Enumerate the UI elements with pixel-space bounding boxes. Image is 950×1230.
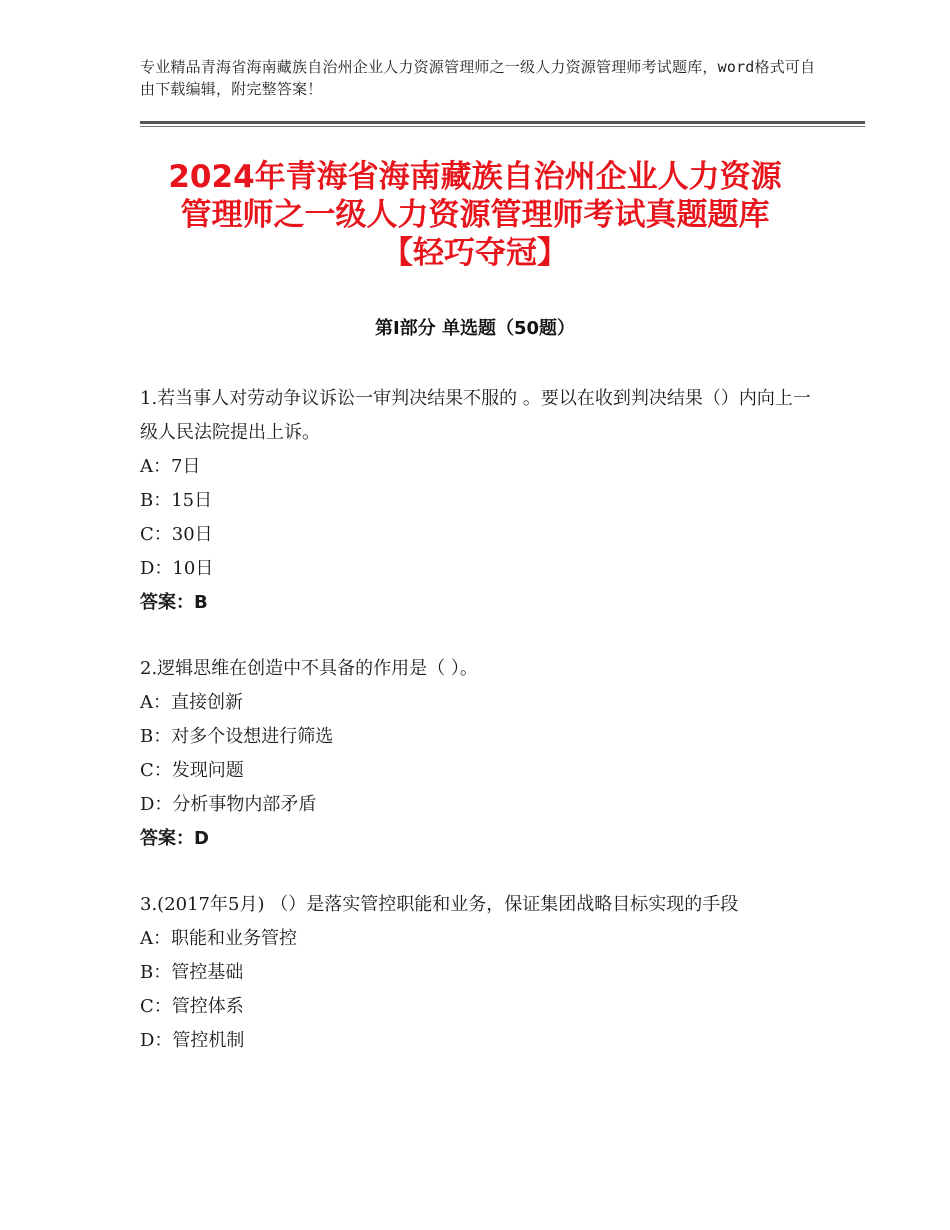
answer: 答案：D (140, 828, 209, 849)
option-c: C：30日 (140, 524, 213, 545)
header-rule-thick (140, 121, 865, 124)
option-d: D：分析事物内部矛盾 (140, 794, 317, 815)
title-line-2: 管理师之一级人力资源管理师考试真题题库 (180, 197, 770, 233)
question-stem: 2.逻辑思维在创造中不具备的作用是（ ）。 (140, 658, 478, 679)
option-a: A：7日 (140, 456, 201, 477)
option-a: A：直接创新 (140, 692, 243, 713)
question-stem: 1.若当事人对劳动争议诉讼一审判决结果不服的 。要以在收到判决结果（）内向上一级人民法院提出上诉。 (140, 388, 811, 443)
document-title (140, 158, 810, 272)
option-b: B：管控基础 (140, 962, 244, 983)
option-c: C：发现问题 (140, 760, 244, 781)
title-line-1: 2024年青海省海南藏族自治州企业人力资源 (168, 159, 782, 195)
section-title: 第Ⅰ部分 单选题（50题） (374, 318, 575, 339)
question-2 (140, 652, 820, 856)
question-3 (140, 888, 820, 1058)
answer: 答案：B (140, 592, 208, 613)
option-b: B：对多个设想进行筛选 (140, 726, 334, 747)
question-list (140, 382, 820, 1090)
option-a: A：职能和业务管控 (140, 928, 297, 949)
header-note: 专业精品青海省海南藏族自治州企业人力资源管理师之一级人力资源管理师考试题库，word格式可自由下载编辑，附完整答案！ (140, 58, 816, 98)
option-d: D：10日 (140, 558, 214, 579)
header-rule-thin (140, 126, 865, 127)
question-1 (140, 382, 820, 620)
option-d: D：管控机制 (140, 1030, 245, 1051)
option-b: B：15日 (140, 490, 213, 511)
option-c: C：管控体系 (140, 996, 244, 1017)
question-stem: 3.(2017年5月) （）是落实管控职能和业务，保证集团战略目标实现的手段 (140, 894, 739, 915)
title-line-3: 【轻巧夺冠】 (382, 235, 568, 271)
